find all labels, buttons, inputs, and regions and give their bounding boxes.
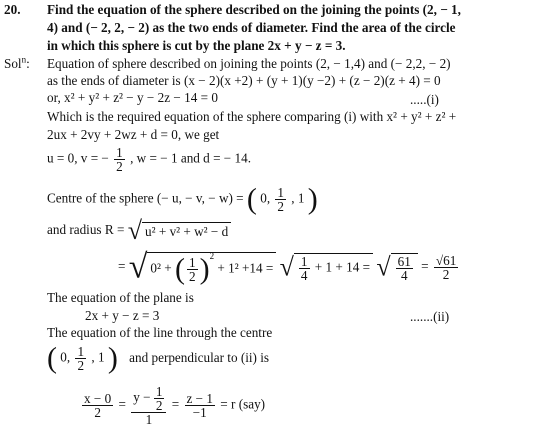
equation-tag-ii: .......(ii)	[410, 309, 450, 324]
question-line-2: 4) and (− 2, 2, − 2) as the two ends of diameter. Find the area of the circle	[47, 20, 456, 35]
solution-label: Sol$^n$:	[4, 54, 30, 71]
solution-line-1: Equation of sphere described on joining the points (2, − 1,4) and (− 2,2, − 2)	[47, 56, 451, 71]
solution-line-4: Which is the required equation of the sphere comparing (i) with x² + y² + z² +	[47, 109, 457, 124]
question-line-3: in which this sphere is cut by the plane 2x + y − z = 3.	[47, 38, 346, 53]
perpendicular-line: ( 0, $\frac{1}{2}$ , 1 ) and perpendicular to (ii) is	[47, 341, 270, 375]
line-intro: The equation of the line through the centre	[47, 325, 273, 340]
solution-line-5: 2ux + 2vy + 2wz + d = 0, we get	[47, 127, 220, 142]
coefficient-values: u = 0, v = − $\frac{1}{2}$ , w = − 1 and d = − 14.	[47, 145, 252, 174]
equation-tag-i: .....(i)	[410, 92, 439, 107]
plane-equation: 2x + y − z = 3	[85, 308, 160, 323]
centre-equation: Centre of the sphere (− u, − v, − w) = ( 0, $\frac{1}{2}$ , 1 )	[47, 182, 318, 216]
plane-intro: The equation of the plane is	[47, 290, 194, 305]
radius-formula: and radius R = √ u² + v² + w² − d	[47, 222, 231, 240]
symmetric-line-equation: $\frac{x - 0}{2}$ = y − $\frac{1}{2}$ 1 = $\frac{z - 1}{-1}$ = r (say)	[84, 384, 266, 427]
radius-computation: = √ 0² + ( $\frac{1}{2}$ )$^2$ + 1² +14 = √ $\frac{1}{4}$ + 1 + 14 = √ $\frac{61}{4}$ = $\frac{√61}{2}$	[118, 248, 457, 286]
question-line-1: Find the equation of the sphere described on the joining the points (2, − 1,	[47, 2, 461, 17]
solution-line-2: as the ends of diameter is (x − 2)(x +2) + (y + 1)(y −2) + (z − 2)(z + 4) = 0	[47, 73, 441, 88]
question-number: 20.	[4, 2, 21, 17]
solution-line-3: or, x² + y² + z² − y − 2z − 14 = 0	[47, 90, 218, 105]
